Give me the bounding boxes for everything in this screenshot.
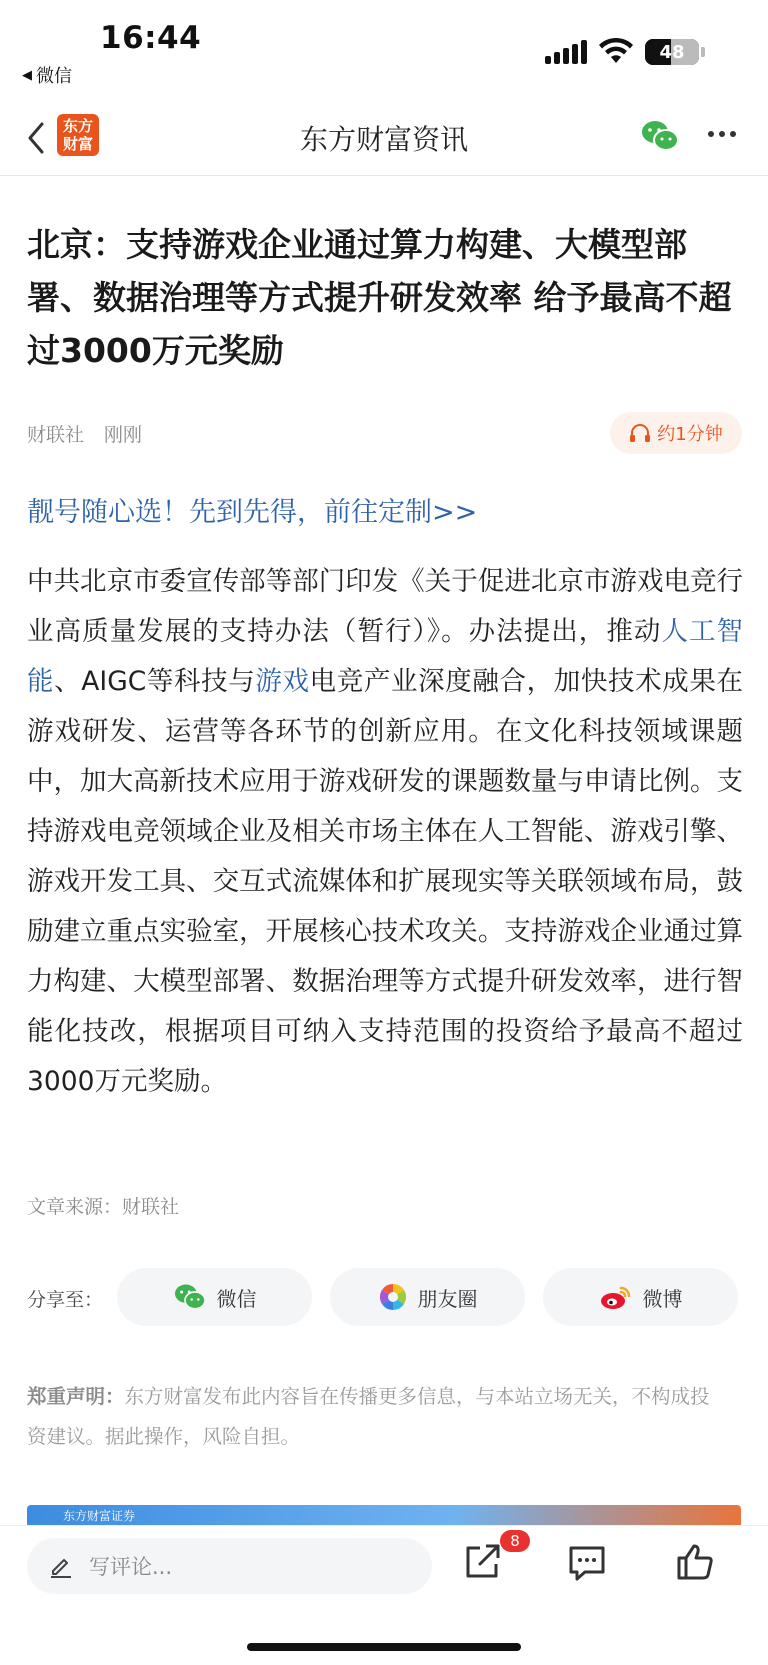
article-body [27,557,743,1107]
comments-icon[interactable] [565,1540,609,1584]
listen-duration: 约1分钟 [657,424,723,445]
back-app-label: 微信 [36,66,72,87]
promo-link[interactable]: 靓号随心选！先到先得，前往定制>> [27,497,478,528]
ad-banner[interactable] [27,1505,741,1527]
share-moments-label: 朋友圈 [417,1286,478,1311]
listen-audio-button[interactable] [610,412,742,454]
share-moments-button[interactable] [330,1268,525,1326]
body-part-2: 、AIGC等科技与 [54,666,256,697]
link-ai[interactable]: 人工智能 [27,616,744,697]
bottom-action-bar [0,1525,768,1665]
wechat-icon [173,1282,207,1312]
article-title: 北京：支持游戏企业通过算力构建、大模型部署、数据治理等方式提升研发效率 给予最高不超过3000万元奖励 [27,225,732,370]
logo-line-2: 财富 [62,135,93,153]
battery-tip [701,47,705,57]
article-source: 财联社 [27,424,85,446]
disclaimer-text: 东方财富发布此内容旨在传播更多信息，与本站立场无关，不构成投资建议。据此操作，风险自担。 [27,1385,710,1448]
back-triangle-icon: ◀ [22,67,32,83]
weibo-icon [599,1282,633,1312]
share-count-badge: 8 [500,1530,530,1552]
comment-input[interactable] [27,1538,432,1594]
home-indicator[interactable] [247,1643,521,1651]
comment-placeholder: 写评论... [89,1555,173,1579]
cellular-signal-icon [545,40,587,64]
status-bar [0,0,768,100]
disclaimer [27,1377,727,1457]
share-weibo-label: 微博 [642,1286,683,1311]
back-to-app[interactable] [22,62,72,88]
link-game[interactable]: 游戏 [255,666,310,697]
article-meta [27,420,142,447]
logo-line-1: 东方 [62,117,93,135]
share-label: 分享至： [27,1289,104,1311]
article-source-line: 文章来源：财联社 [27,1196,180,1218]
article-time: 刚刚 [104,424,143,446]
moments-icon [378,1282,408,1312]
share-export-icon[interactable] [460,1540,504,1584]
battery-icon [645,39,699,65]
nav-bar [0,100,768,176]
body-part-3: 电竞产业深度融合，加快技术成果在游戏研发、运营等各环节的创新应用。在文化科技领域课题中，加大高新技术应用于游戏研发的课题数量与申请比例。支持游戏电竞领域企业及相关市场主体在人工智能、游戏引擎、游戏开发工具、交互式流媒体和扩展现实等关联领域布局，鼓励建立重点实验室，开展核心技术攻关。支持游戏企业通过算力构建、大模型部署、数据治理等方式提升研发效率，进行智能化技改，根据项目可纳入支持范围的投资给予最高不超过3000万元奖励。 [27,666,744,1097]
share-wechat-label: 微信 [216,1286,257,1311]
more-options-icon[interactable] [708,124,738,144]
share-weibo-button[interactable] [543,1268,738,1326]
wifi-icon [598,36,634,66]
wechat-share-icon[interactable] [640,118,680,154]
banner-logo-text: 东方财富证券 [63,1509,136,1523]
headphones-icon [629,423,651,443]
disclaimer-heading: 郑重声明： [27,1385,125,1408]
pencil-icon [49,1554,73,1578]
battery-level: 48 [659,41,685,63]
page-title: 东方财富资讯 [299,123,468,156]
like-thumb-icon[interactable] [673,1540,717,1584]
status-time: 16:44 [100,20,202,56]
share-wechat-button[interactable] [117,1268,312,1326]
body-part-1: 中共北京市委宣传部等部门印发《关于促进北京市游戏电竞行业高质量发展的支持办法（暂行）》。办法提出，推动 [27,566,743,647]
